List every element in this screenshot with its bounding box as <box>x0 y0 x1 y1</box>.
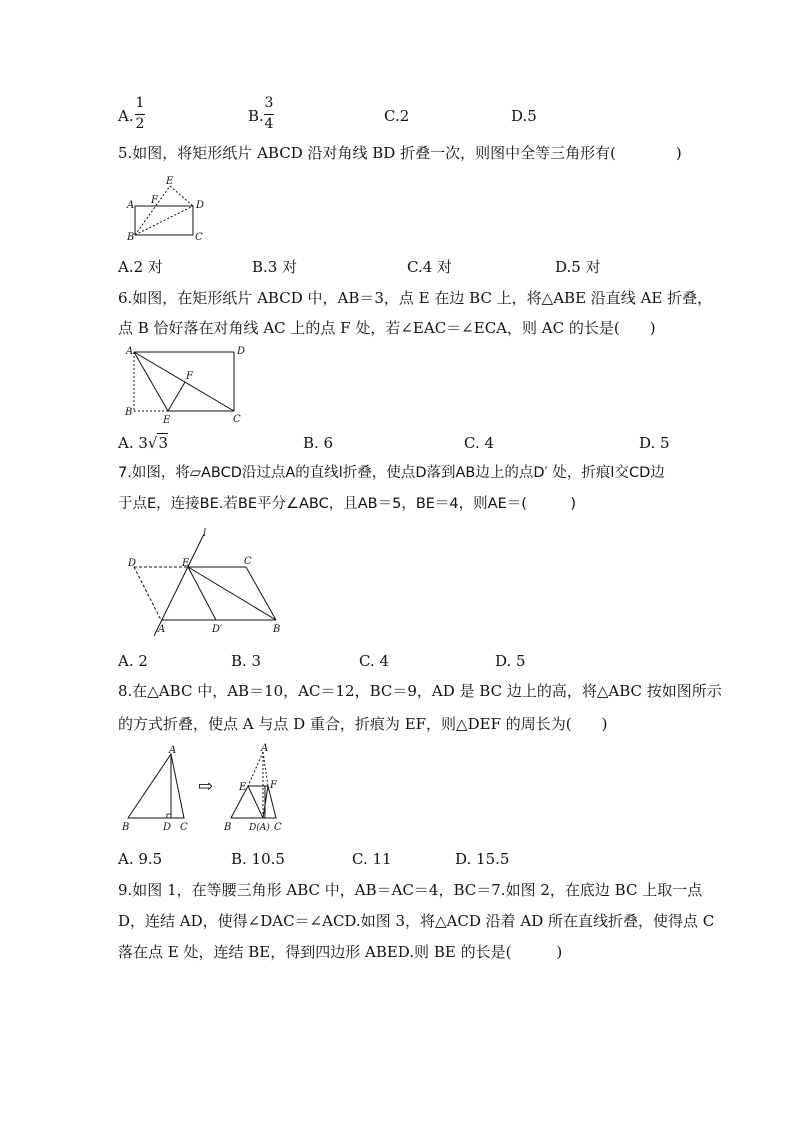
q6-diagonal-ac <box>134 352 234 411</box>
q6-option-b: B. 6 <box>303 434 334 452</box>
q6-option-a-prefix: A. 3 <box>118 434 148 452</box>
q8-triangle-abc <box>128 754 184 818</box>
q6-stem-line1: 6.如图，在矩形纸片 ABCD 中，AB＝3，点 E 在边 BC 上，将△ABE 沿直线 AE 折叠， <box>118 289 713 307</box>
q8-label-c: C <box>180 822 188 833</box>
q8-option-d: D. 15.5 <box>455 850 510 868</box>
q8-arrow: ⇨ <box>198 776 214 797</box>
q5-stem: 5.如图，将矩形纸片 ABCD 沿对角线 BD 折叠一次，则图中全等三角形有( ) <box>118 144 682 162</box>
q6-option-d: D. 5 <box>639 434 670 452</box>
q6-stem-line2: 点 B 恰好落在对角线 AC 上的点 F 处，若∠EAC＝∠ECA，则 AC 的长是( ) <box>118 319 656 337</box>
q8-label-d-a: D(A) <box>249 823 270 833</box>
q8-dashed-ae <box>248 752 263 786</box>
q8-label-f: F <box>270 780 277 791</box>
q7-figure <box>118 526 298 641</box>
q5-option-d: D.5 对 <box>555 258 601 276</box>
q5-label-a: A <box>127 200 135 211</box>
q9-stem-line3: 落在点 E 处，连结 BE，得到四边形 ABED.则 BE 的长是( ) <box>118 943 563 961</box>
q7-label-c: C <box>244 556 252 567</box>
q4-option-d: D.5 <box>511 107 537 125</box>
q6-option-a-radicand: 3 <box>158 434 169 452</box>
q4-option-c: C.2 <box>384 107 410 125</box>
q5-figure <box>118 172 218 242</box>
q6-label-b: B <box>125 407 133 418</box>
q8-option-b: B. 10.5 <box>231 850 285 868</box>
q7-label-b: B <box>273 624 281 635</box>
q5-label-c: C <box>195 232 203 243</box>
q5-fold-be <box>135 186 170 235</box>
q8-label-e: E <box>239 782 247 793</box>
q5-label-e: E <box>166 176 174 187</box>
q8-label-c2: C <box>274 822 282 833</box>
q5-option-b: B.3 对 <box>252 258 298 276</box>
q8-segment-ed <box>248 786 263 818</box>
q8-option-c: C. 11 <box>352 850 392 868</box>
q7-side-cb <box>246 567 276 620</box>
q5-fold-ed <box>170 186 193 206</box>
q7-label-d: D <box>128 558 137 569</box>
q4-option-a-prefix: A. <box>118 107 134 125</box>
q6-label-c: C <box>233 414 241 425</box>
q5-option-a: A.2 对 <box>118 258 163 276</box>
q8-figure <box>118 744 298 834</box>
q8-option-a: A. 9.5 <box>118 850 163 868</box>
q4-option-b-numerator: 3 <box>264 95 274 111</box>
q4-option-b-denominator: 4 <box>264 116 274 132</box>
q6-label-a: A <box>126 346 134 357</box>
q8-label-b2: B <box>224 822 232 833</box>
q9-stem-line2: D，连结 AD，使得∠DAC＝∠ACD.如图 3，将△ACD 沿着 AD 所在直线折叠，使得点 C <box>118 912 715 930</box>
q7-label-l: l <box>203 528 207 539</box>
q7-fold-line-l <box>154 534 204 636</box>
q4-option-a-fraction-bar <box>135 114 145 115</box>
q6-sqrt: √3 <box>147 434 169 452</box>
q7-label-e: E <box>182 558 190 569</box>
q4-option-a-denominator: 2 <box>135 116 145 132</box>
q7-option-a: A. 2 <box>118 652 148 670</box>
q4-option-b-prefix: B. <box>248 107 264 125</box>
q6-label-f: F <box>186 371 193 382</box>
q8-label-a: A <box>169 745 177 756</box>
q8-stem-line1: 8.在△ABC 中，AB＝10，AC＝12，BC＝9，AD 是 BC 边上的高，将△ABC 按如图所示 <box>118 682 722 700</box>
q4-option-b-fraction-bar <box>264 114 274 115</box>
q5-label-f: F <box>151 195 158 206</box>
q5-diagonal-bd <box>135 206 193 235</box>
q7-label-a: A <box>158 624 166 635</box>
q7-option-d: D. 5 <box>495 652 526 670</box>
q7-folded-da <box>134 567 161 620</box>
q8-dashed-af <box>263 752 268 786</box>
q7-option-b: B. 3 <box>231 652 262 670</box>
q7-label-d-prime: D′ <box>212 624 223 635</box>
q8-label-d: D <box>163 822 172 833</box>
q8-stem-line2: 的方式折叠，使点 A 与点 D 重合，折痕为 EF，则△DEF 的周长为( ) <box>118 715 608 733</box>
q7-stem-line1: 7.如图，将▱ABCD沿过点A的直线l折叠，使点D落到AB边上的点D′ 处，折痕l交CD边 <box>118 465 665 481</box>
q7-option-c: C. 4 <box>359 652 390 670</box>
q9-stem-line1: 9.如图 1，在等腰三角形 ABC 中，AB＝AC＝4，BC＝7.如图 2，在底边 BC 上取一点 <box>118 881 703 899</box>
q5-option-c: C.4 对 <box>407 258 453 276</box>
q8-right-angle-mark <box>167 814 171 818</box>
q4-option-a-numerator: 1 <box>135 95 145 111</box>
q6-label-d: D <box>237 346 246 357</box>
q7-segment-eb <box>188 567 276 620</box>
q5-label-b: B <box>127 232 135 243</box>
q8-label-a2: A <box>261 743 269 754</box>
q6-option-a <box>118 433 168 453</box>
q6-segment-ef <box>168 382 185 411</box>
q6-label-e: E <box>163 415 171 426</box>
q7-stem-line2: 于点E，连接BE.若BE平分∠ABC，且AB＝5，BE＝4，则AE＝( ) <box>118 496 577 512</box>
q5-label-d: D <box>196 200 205 211</box>
q8-label-b: B <box>122 822 130 833</box>
q6-fold-ae <box>134 352 168 411</box>
q6-figure <box>118 342 258 427</box>
q6-option-c: C. 4 <box>464 434 495 452</box>
